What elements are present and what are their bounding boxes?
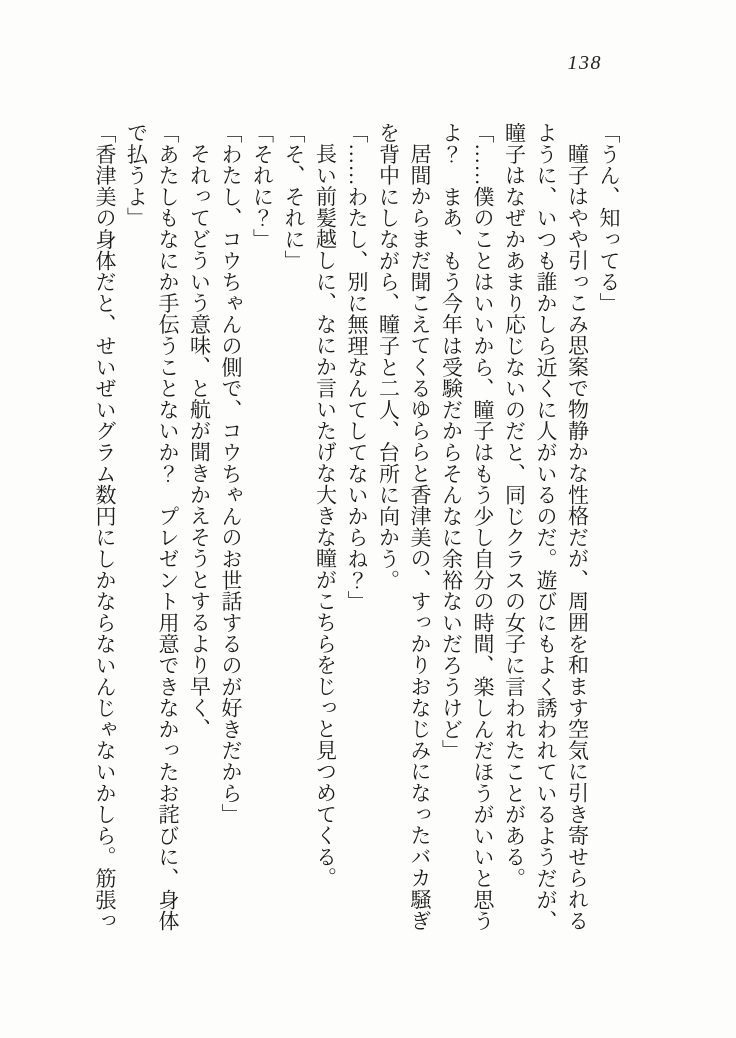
text-line: ように、いつも誰かしら近くに人がいるのだ。遊びにもよく誘われているようだが、	[534, 122, 558, 932]
text-line: 瞳子はなぜかあまり応じないのだと、同じクラスの女子に言われたことがある。	[502, 122, 527, 889]
text-line: 「あたしもなにか手伝うことないか？ プレゼント用意できなかったお詫びに、身体	[156, 122, 180, 932]
text-line: 「そ、それに」	[282, 122, 306, 272]
text-line: 「香津美の身体だと、せいぜいグラム数円にしかならないんじゃないかしら。筋張っ	[93, 122, 117, 932]
text-line: 「……僕のことはいいから、瞳子はもう少し自分の時間、楽しんだほうがいいと思う	[471, 122, 495, 932]
text-line: 長い前髪越しに、なにか言いたげな大きな瞳がこちらをじっと見つめてくる。	[313, 143, 338, 889]
text-line: 「わたし、コウちゃんの側で、コウちゃんのお世話するのが好きだから」	[219, 122, 243, 825]
text-line: よ？ まあ、もう今年は受験だからそんなに余裕ないだろうけど」	[439, 122, 464, 761]
text-line: で払うよ」	[124, 122, 149, 229]
text-line: 居間からまだ聞こえてくるゆららと香津美の、すっかりおなじみになったバカ騒ぎ	[408, 143, 432, 932]
page-number: 138	[567, 52, 602, 74]
text-block	[89, 122, 625, 942]
text-line: 「それに？」	[250, 122, 275, 250]
text-line: それってどういう意味、と航が聞きかえそうとするより早く、	[187, 143, 212, 740]
text-line: を背中にしながら、瞳子と二人、台所に向かう。	[376, 122, 401, 591]
text-line: 「うん、知ってる」	[597, 122, 621, 314]
text-line: 瞳子はやや引っこみ思案で物静かな性格だが、周囲を和ます空気に引き寄せられる	[565, 143, 590, 932]
text-line: 「……わたし、別に無理なんてしてないからね？」	[345, 122, 369, 612]
